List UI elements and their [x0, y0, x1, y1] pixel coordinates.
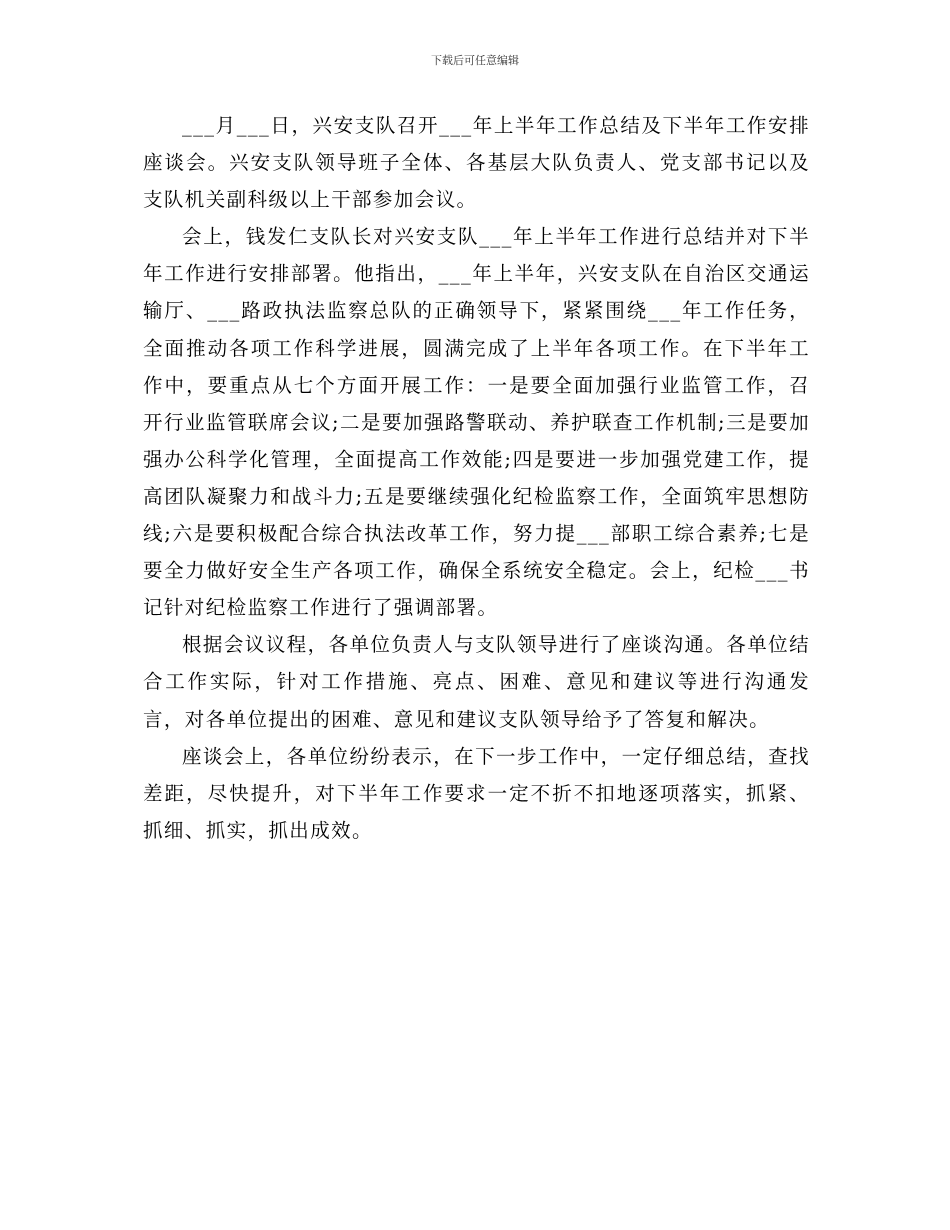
- paragraph-discussion: 根据会议议程，各单位负责人与支队领导进行了座谈沟通。各单位结合工作实际，针对工作措施、亮点、困难、意见和建议等进行沟通发言，对各单位提出的困难、意见和建议支队领导给予了答复和解决。: [143, 633, 810, 731]
- paragraph-conclusion: 座谈会上，各单位纷纷表示，在下一步工作中，一定仔细总结，查找差距，尽快提升，对下半年工作要求一定不折不扣地逐项落实，抓紧、抓细、抓实，抓出成效。: [143, 744, 810, 842]
- paragraph-work-summary: 会上，钱发仁支队长对兴安支队___年上半年工作进行总结并对下半年工作进行安排部署。他指出，___年上半年，兴安支队在自治区交通运输厅、___路政执法监察总队的正确领导下，紧紧围绕___年工作任务，全面推动各项工作科学进展，圆满完成了上半年各项工作。在下半年工作中，要重点从七个方面开展工作：一是要全面加强行业监管工作，召开行业监管联席会议;二是要加强路警联动、养护联查工作机制;三是要加强办公科学化管理，全面提高工作效能;四是要进一步加强党建工作，提高团队凝聚力和战斗力;五是要继续强化纪检监察工作，全面筑牢思想防线;六是要积极配合综合执法改革工作，努力提___部职工综合素养;七是要全力做好安全生产各项工作，确保全系统安全稳定。会上，纪检___书记针对纪检监察工作进行了强调部署。: [143, 225, 810, 620]
- paragraph-meeting-intro: ___月___日，兴安支队召开___年上半年工作总结及下半年工作安排座谈会。兴安支队领导班子全体、各基层大队负责人、党支部书记以及支队机关副科级以上干部参加会议。: [143, 114, 810, 212]
- document-body: [143, 107, 810, 849]
- page-header-note: 下载后可任意编辑: [431, 54, 519, 67]
